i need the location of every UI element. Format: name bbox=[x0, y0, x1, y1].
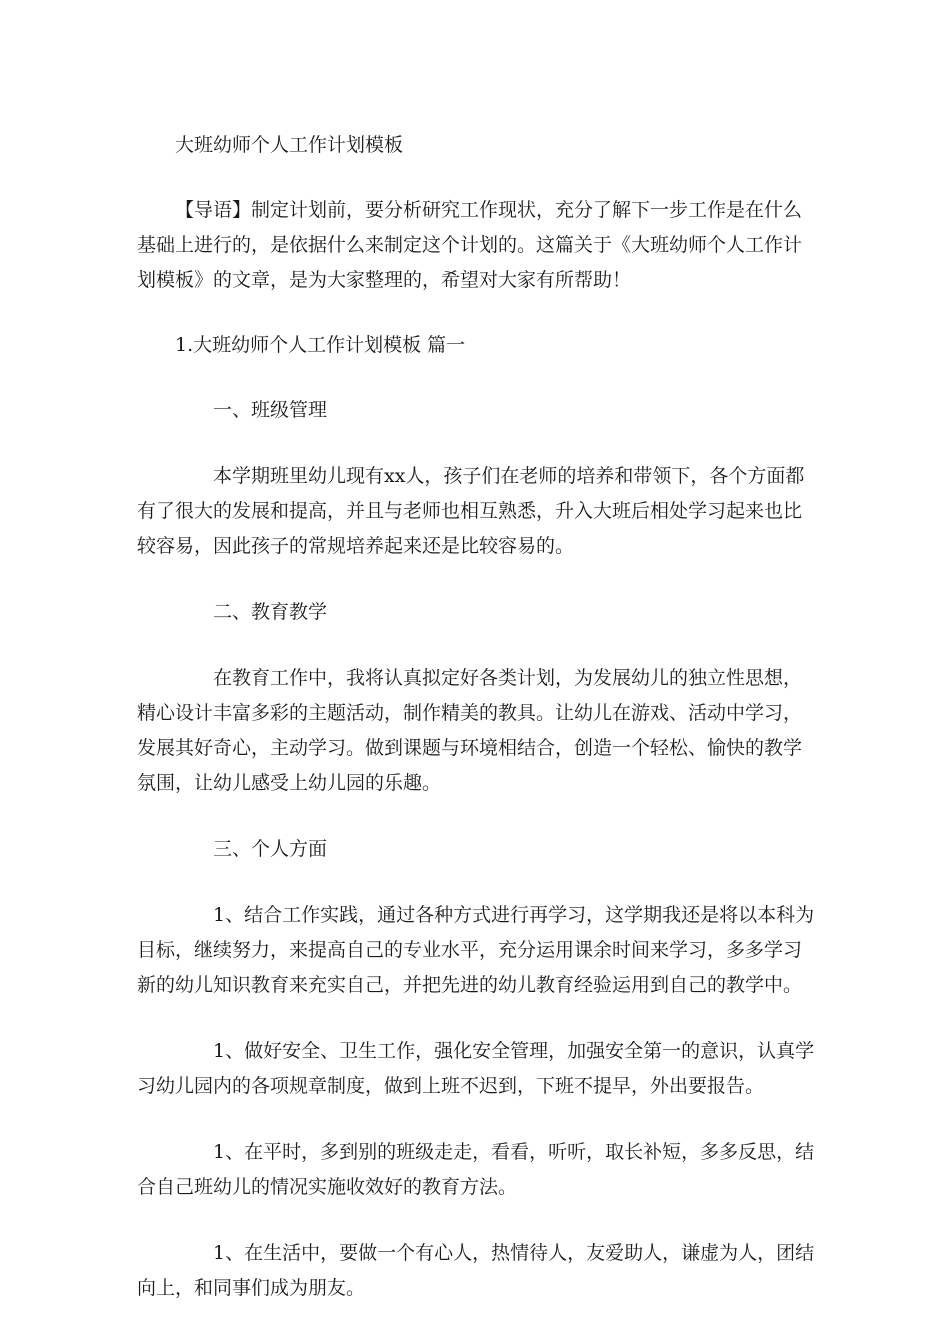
document-title: 大班幼师个人工作计划模板 bbox=[175, 134, 404, 156]
intro-paragraph: 【导语】制定计划前，要分析研究工作现状，充分了解下一步工作是在什么基础上进行的，是依据什么来制定这个计划的。这篇关于《大班幼师个人工作计划模板》的文章，是为大家整理的，希望对大家有所帮助！ bbox=[137, 199, 803, 291]
section-paragraph-class-management: 本学期班里幼儿现有xx人，孩子们在老师的培养和带领下，各个方面都有了很大的发展和提高，并且与老师也相互熟悉，升入大班后相处学习起来也比较容易，因此孩子的常规培养起来还是比较容易的。 bbox=[137, 465, 805, 557]
document-body bbox=[137, 128, 817, 1337]
personal-item: 1、在生活中，要做一个有心人，热情待人，友爱助人，谦虚为人，团结向上，和同事们成为朋友。 bbox=[137, 1242, 815, 1299]
article-subtitle: 1.大班幼师个人工作计划模板 篇一 bbox=[175, 334, 466, 356]
section-heading-teaching: 二、教育教学 bbox=[213, 601, 328, 623]
personal-item: 1、结合工作实践，通过各种方式进行再学习，这学期我还是将以本科为目标，继续努力，来提高自己的专业水平，充分运用课余时间来学习，多多学习新的幼儿知识教育来充实自己，并把先进的幼儿教育经验运用到自己的教学中。 bbox=[137, 904, 815, 996]
personal-item: 1、做好安全、卫生工作，强化安全管理，加强安全第一的意识，认真学习幼儿园内的各项规章制度，做到上班不迟到，下班不提早，外出要报告。 bbox=[137, 1040, 815, 1097]
section-paragraph-teaching: 在教育工作中，我将认真拟定好各类计划，为发展幼儿的独立性思想，精心设计丰富多彩的主题活动，制作精美的教具。让幼儿在游戏、活动中学习，发展其好奇心，主动学习。做到课题与环境相结合，创造一个轻松、愉快的教学氛围，让幼儿感受上幼儿园的乐趣。 bbox=[137, 667, 803, 794]
section-heading-personal: 三、个人方面 bbox=[213, 838, 328, 860]
section-heading-class-management: 一、班级管理 bbox=[213, 399, 328, 421]
personal-item: 1、在平时，多到别的班级走走，看看，听听，取长补短，多多反思，结合自己班幼儿的情况实施收效好的教育方法。 bbox=[137, 1141, 815, 1198]
